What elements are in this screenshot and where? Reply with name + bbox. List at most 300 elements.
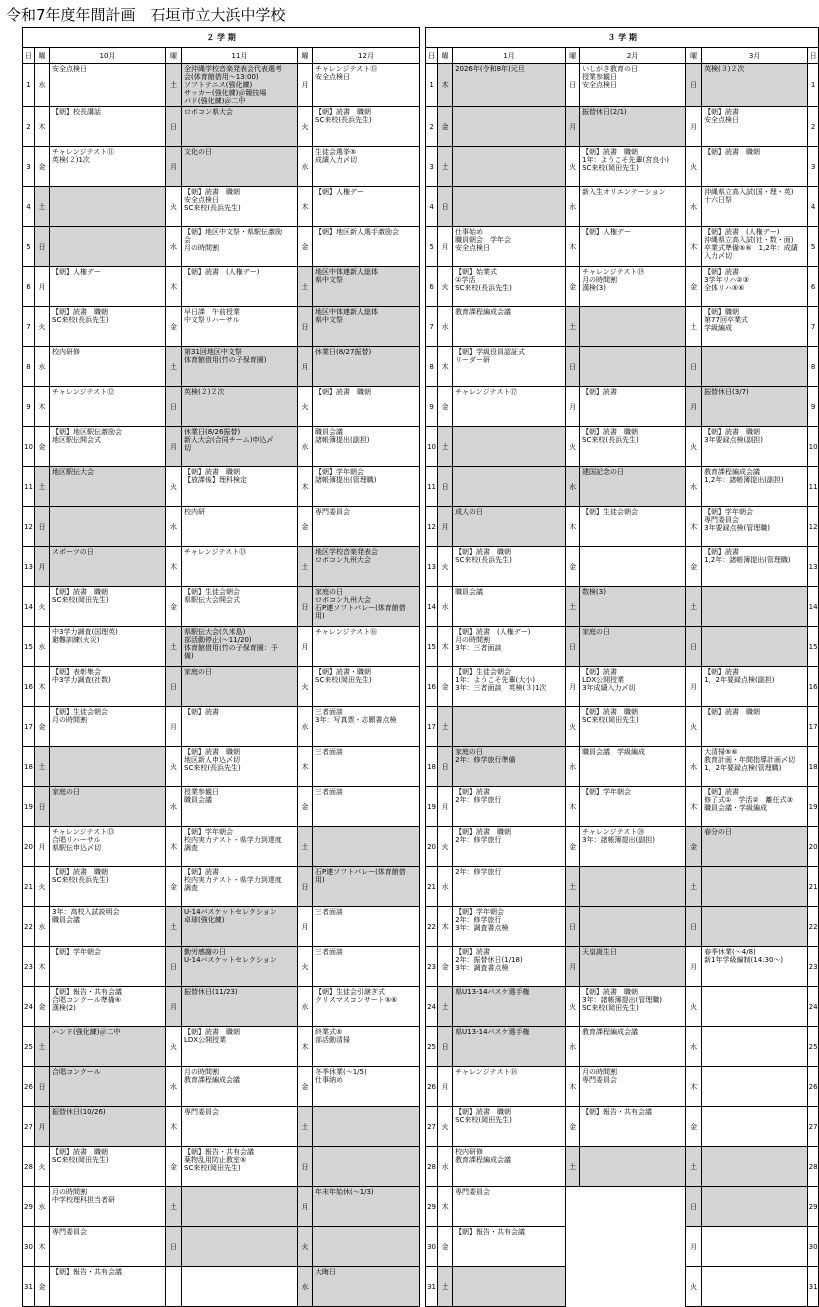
table-row — [23, 587, 819, 627]
event-line: 月の時間割 — [455, 636, 491, 644]
weekday-cell: 水 — [35, 64, 50, 107]
weekday-cell: 火 — [566, 147, 580, 187]
weekday-cell: 水 — [166, 507, 182, 547]
event-cell — [313, 1227, 420, 1267]
weekday-cell: 火 — [686, 987, 702, 1027]
weekday-cell: 月 — [566, 387, 580, 427]
event-cell — [182, 1147, 298, 1187]
day-number: 30 — [808, 1227, 819, 1267]
event-cell — [453, 547, 566, 587]
event-cell — [182, 667, 298, 707]
weekday-cell: 月 — [686, 387, 702, 427]
weekday-cell: 日 — [686, 347, 702, 387]
event-line: 家庭の日 — [582, 628, 611, 636]
event-line: 年末年始休(～1/3) — [315, 1188, 374, 1196]
event-line: 3年：調査書点検 — [455, 924, 509, 932]
weekday-cell: 木 — [298, 187, 313, 227]
event-line: チャレンジテスト⑲ — [582, 268, 645, 276]
event-cell — [313, 667, 420, 707]
event-cell — [702, 867, 808, 907]
event-line: 新入生オリエンテーション — [582, 188, 666, 196]
event-line: ①学活 — [455, 276, 476, 284]
day-number: 21 — [426, 867, 438, 907]
day-number: 29 — [23, 1187, 35, 1227]
weekday-cell: 日 — [298, 587, 313, 627]
day-number: 17 — [426, 707, 438, 747]
event-line: 専門委員会 — [52, 1228, 87, 1236]
event-line: 振替休日(10/26) — [52, 1108, 106, 1116]
weekday-cell: 金 — [166, 867, 182, 907]
event-line: 2年：修学旅行準備 — [455, 756, 516, 764]
event-cell — [313, 347, 420, 387]
weekday-cell: 木 — [566, 1067, 580, 1107]
blank-cell — [566, 1187, 686, 1307]
event-line: 合唱コンクール準備⑥ — [52, 996, 121, 1004]
event-cell — [313, 947, 420, 987]
day-number: 23 — [808, 947, 819, 987]
event-line: 教育課程編成会議 — [184, 1076, 240, 1084]
event-line: サッカー(強化練)＠競技場 — [184, 89, 267, 97]
event-line: 県中文祭 — [315, 316, 343, 324]
event-cell — [182, 1227, 298, 1267]
event-line: 生徒会選挙⑤ — [315, 148, 357, 156]
day-number: 6 — [23, 267, 35, 307]
event-cell — [50, 107, 166, 147]
event-cell — [453, 307, 566, 347]
event-line: 【朝】読書 職朝 — [582, 428, 639, 436]
event-line: 三者面談 — [315, 908, 343, 916]
day-number: 10 — [426, 427, 438, 467]
term-3-header: ３ 学 期 — [426, 28, 819, 48]
weekday-cell: 水 — [566, 467, 580, 507]
event-cell — [313, 107, 420, 147]
day-number: 7 — [426, 307, 438, 347]
weekday-cell: 木 — [686, 787, 702, 827]
weekday-cell: 金 — [686, 547, 702, 587]
event-cell — [50, 147, 166, 187]
table-row — [23, 1107, 819, 1147]
event-line: 県駅伝申込〆切 — [52, 844, 101, 852]
event-line: LDX公開授業 — [582, 676, 625, 684]
event-cell — [453, 187, 566, 227]
weekday-header: 曜 — [566, 48, 580, 64]
event-line: 職員会議 — [184, 796, 212, 804]
weekday-cell: 日 — [566, 627, 580, 667]
weekday-cell: 日 — [686, 907, 702, 947]
table-row — [23, 1027, 819, 1067]
event-line: 文化の日 — [184, 148, 212, 156]
event-cell — [702, 507, 808, 547]
weekday-cell: 金 — [166, 307, 182, 347]
weekday-cell: 水 — [438, 867, 453, 907]
event-line: 【朝】読書・職朝 — [315, 668, 371, 676]
day-number: 13 — [426, 547, 438, 587]
event-line: 【朝】生徒会朝会 — [582, 508, 639, 516]
weekday-cell: 水 — [298, 707, 313, 747]
event-line: 2026年(令和8年)元旦 — [455, 65, 525, 73]
event-cell — [702, 1267, 808, 1307]
event-line: ロボコン九州大会 — [315, 596, 371, 604]
event-cell — [313, 64, 420, 107]
event-line: SC来校(岡田先生) — [52, 1156, 109, 1164]
event-line: 職員会議 — [455, 588, 484, 596]
day-number: 8 — [426, 347, 438, 387]
event-line: 県駅伝大会(久米島) — [184, 628, 246, 636]
event-line: 【朝】読書 職朝 — [184, 468, 240, 476]
day-number: 22 — [23, 907, 35, 947]
weekday-cell: 月 — [166, 427, 182, 467]
weekday-cell: 土 — [35, 1027, 50, 1067]
event-cell — [580, 547, 686, 587]
day-number: 7 — [23, 307, 35, 347]
weekday-cell: 土 — [438, 147, 453, 187]
day-number: 14 — [23, 587, 35, 627]
table-row — [23, 707, 819, 747]
event-cell — [182, 947, 298, 987]
weekday-cell: 木 — [438, 347, 453, 387]
event-cell — [580, 707, 686, 747]
event-cell — [50, 1107, 166, 1147]
weekday-cell: 水 — [686, 1027, 702, 1067]
event-line: 3年：三者面談 英検(３)1次 — [455, 684, 547, 692]
table-row — [23, 547, 819, 587]
weekday-cell: 火 — [686, 147, 702, 187]
event-line: SC来校(岡田先生) — [315, 676, 372, 684]
weekday-cell: 日 — [566, 64, 580, 107]
weekday-cell: 金 — [566, 547, 580, 587]
event-line: 3学年リハ②③ — [704, 276, 749, 284]
weekday-cell: 月 — [298, 907, 313, 947]
event-cell — [580, 867, 686, 907]
event-line: 【朝】読書 職朝 — [184, 188, 240, 196]
event-line: 校内実力テスト・県学力到達度 — [184, 836, 282, 844]
event-line: 県U13-14バスケ選手権 — [455, 1028, 530, 1036]
event-cell — [313, 867, 420, 907]
event-line: 切 — [184, 444, 191, 452]
event-cell — [50, 587, 166, 627]
event-line: 1年：ようこそ先輩(大小) — [455, 676, 535, 684]
event-cell — [182, 1027, 298, 1067]
event-line: 安全点検日 — [704, 116, 740, 124]
weekday-cell: 日 — [35, 507, 50, 547]
event-line: 振替休日(11/23) — [184, 988, 238, 996]
weekday-cell — [166, 1267, 182, 1307]
weekday-cell: 金 — [686, 267, 702, 307]
day-number: 29 — [808, 1187, 819, 1227]
weekday-cell: 水 — [438, 1147, 453, 1187]
day-number: 27 — [808, 1107, 819, 1147]
event-cell — [580, 387, 686, 427]
weekday-cell: 火 — [166, 467, 182, 507]
day-number: 4 — [808, 187, 819, 227]
event-cell — [453, 267, 566, 307]
day-number: 20 — [808, 827, 819, 867]
event-cell — [702, 987, 808, 1027]
event-line: チャレンジテスト⑪ — [52, 148, 115, 156]
event-line: 月の時間割 — [52, 716, 87, 724]
weekday-cell: 木 — [35, 1227, 50, 1267]
event-line: LDX公開授業 — [184, 1036, 227, 1044]
event-line: 3年：写真票・志願書点検 — [315, 716, 397, 724]
event-cell — [580, 1027, 686, 1067]
event-cell — [702, 187, 808, 227]
event-line: SC来校(長浜先生) — [184, 204, 241, 212]
weekday-cell: 土 — [438, 427, 453, 467]
event-line: 学級編成 — [704, 324, 733, 332]
weekday-cell: 金 — [298, 507, 313, 547]
event-line: 2年：修学旅行 — [455, 836, 502, 844]
event-line: スポーツの日 — [52, 548, 94, 556]
month-header: 3月 — [702, 48, 808, 64]
weekday-cell: 金 — [35, 987, 50, 1027]
weekday-cell: 月 — [438, 227, 453, 267]
weekday-cell: 日 — [438, 1027, 453, 1067]
event-line: SC来校(岡田先生) — [582, 716, 639, 724]
weekday-cell: 日 — [686, 1187, 702, 1227]
event-cell — [182, 867, 298, 907]
event-cell — [182, 227, 298, 267]
event-line: 沖縄県立高入試(社・数・面) — [704, 236, 794, 244]
event-line: 【朝】報告・共有会議 — [184, 1148, 254, 1156]
event-line: 漢検(2) — [52, 1004, 76, 1012]
event-line: 【朝】報告・共有会議 — [52, 1268, 122, 1276]
month-header: 12月 — [313, 48, 420, 64]
weekday-cell: 日 — [438, 747, 453, 787]
annual-plan-table — [22, 27, 819, 1307]
event-cell — [313, 227, 420, 267]
event-line: 【朝】読書 職朝 — [455, 828, 512, 836]
event-line: 【朝】読書 — [704, 788, 740, 796]
event-line: 合唱リハーサル — [52, 836, 101, 844]
weekday-cell: 水 — [686, 747, 702, 787]
weekday-cell: 土 — [298, 827, 313, 867]
weekday-cell: 月 — [298, 64, 313, 107]
event-line: 【朝】地区駅伝激励会 — [52, 428, 122, 436]
event-cell — [182, 387, 298, 427]
event-line: SC来校(長浜先生) — [52, 316, 109, 324]
table-row — [23, 1187, 819, 1227]
table-row — [23, 667, 819, 707]
event-line: 英検(３)２次 — [704, 65, 745, 73]
weekday-cell: 金 — [438, 947, 453, 987]
event-cell — [453, 147, 566, 187]
event-line: SC来校(長浜先生) — [315, 116, 372, 124]
event-line: 【朝】読書 — [184, 868, 219, 876]
event-cell — [702, 667, 808, 707]
event-cell — [580, 147, 686, 187]
event-cell — [182, 547, 298, 587]
day-number: 18 — [23, 747, 35, 787]
weekday-cell: 火 — [686, 1267, 702, 1307]
table-row — [23, 867, 819, 907]
event-line: 三者面談 — [315, 708, 343, 716]
weekday-cell: 火 — [438, 547, 453, 587]
event-cell — [313, 1067, 420, 1107]
event-cell — [453, 227, 566, 267]
day-number: 4 — [426, 187, 438, 227]
event-line: 地区学校音楽発表会 — [315, 548, 378, 556]
event-cell — [313, 747, 420, 787]
weekday-cell: 金 — [686, 1107, 702, 1147]
event-line: 県U13-14バスケ選手権 — [455, 988, 530, 996]
weekday-cell: 日 — [35, 787, 50, 827]
day-number: 20 — [23, 827, 35, 867]
event-line: 【朝】表彰集会 — [52, 668, 101, 676]
event-line: 県駅伝大会開会式 — [184, 596, 240, 604]
month-header: 11月 — [182, 48, 298, 64]
day-number: 30 — [23, 1227, 35, 1267]
day-number: 28 — [23, 1147, 35, 1187]
event-cell — [702, 64, 808, 107]
weekday-cell: 金 — [35, 707, 50, 747]
weekday-cell: 月 — [298, 347, 313, 387]
event-line: 【朝】読書 職朝 — [52, 588, 108, 596]
day-header: 日 — [808, 48, 819, 64]
event-cell — [182, 147, 298, 187]
event-line: 【朝】人権デー — [315, 188, 364, 196]
day-number: 3 — [808, 147, 819, 187]
day-number: 11 — [808, 467, 819, 507]
event-line: 会(体育館借用～13:00) — [184, 73, 259, 81]
event-cell — [702, 1107, 808, 1147]
event-cell — [182, 627, 298, 667]
day-number: 14 — [426, 587, 438, 627]
event-line: 校内研 — [184, 508, 205, 516]
event-cell — [580, 467, 686, 507]
weekday-cell: 日 — [686, 627, 702, 667]
weekday-cell: 水 — [298, 1267, 313, 1307]
weekday-cell: 土 — [166, 907, 182, 947]
event-line: 県中文祭 — [315, 276, 343, 284]
event-cell — [313, 827, 420, 867]
event-cell — [453, 467, 566, 507]
page-title: 令和7年度年間計画 石垣市立大浜中学校 — [6, 6, 286, 24]
event-cell — [182, 787, 298, 827]
weekday-cell: 水 — [35, 347, 50, 387]
weekday-cell: 金 — [438, 107, 453, 147]
event-line: 3年：諸帳簿提出(管理職) — [582, 996, 662, 1004]
event-cell — [313, 387, 420, 427]
event-line: 【朝】読書 — [455, 788, 491, 796]
event-line: 修了式① 学活② 離任式③ — [704, 796, 793, 804]
event-line: SC来校(岡田先生) — [455, 1116, 512, 1124]
weekday-cell: 火 — [438, 827, 453, 867]
event-line: クリスマスコンサート⑤⑥ — [315, 996, 398, 1004]
event-line: 卓球(強化練) — [184, 916, 225, 924]
weekday-cell: 土 — [566, 1147, 580, 1187]
weekday-cell: 月 — [35, 267, 50, 307]
event-cell — [182, 64, 298, 107]
weekday-cell: 水 — [35, 1187, 50, 1227]
event-line: 職員会議・学級編成 — [704, 804, 768, 812]
event-line: 専門委員会 — [582, 1076, 618, 1084]
table-row — [23, 107, 819, 147]
event-cell — [313, 507, 420, 547]
weekday-cell: 火 — [35, 867, 50, 907]
event-line: 3年：諸帳簿提出(副担) — [582, 836, 655, 844]
event-line: 教育課程編成会議 — [582, 1028, 639, 1036]
event-line: 1，2年要録点検(管理職) — [704, 764, 782, 772]
event-line: いしがき教育の日 — [582, 65, 639, 73]
event-cell — [580, 107, 686, 147]
month-header: 1月 — [453, 48, 566, 64]
weekday-cell: 日 — [166, 1227, 182, 1267]
event-line: 石P連ソフトバレー(体育館借 — [315, 604, 406, 612]
event-cell — [453, 1187, 566, 1227]
day-number: 25 — [808, 1027, 819, 1067]
day-number: 24 — [426, 987, 438, 1027]
weekday-cell: 木 — [166, 267, 182, 307]
weekday-cell: 水 — [566, 187, 580, 227]
event-line: 職員会議 — [52, 916, 80, 924]
day-number: 28 — [426, 1147, 438, 1187]
event-line: SC来校(岡田先生) — [52, 596, 109, 604]
event-cell — [182, 747, 298, 787]
event-cell — [50, 64, 166, 107]
event-cell — [702, 1147, 808, 1187]
event-cell — [702, 907, 808, 947]
event-cell — [50, 707, 166, 747]
event-line: 沖縄県立高入試(国・理・英) — [704, 188, 794, 196]
event-cell — [313, 907, 420, 947]
event-line: 【朝】読書 — [704, 548, 740, 556]
event-line: SC来校(長浜先生) — [455, 284, 512, 292]
weekday-cell: 日 — [686, 64, 702, 107]
event-line: 【朝】地区中文祭・県駅伝激励 — [184, 228, 282, 236]
event-cell — [313, 467, 420, 507]
event-cell — [313, 267, 420, 307]
event-cell — [50, 827, 166, 867]
event-line: 体育館借用(竹の子保育園) — [184, 356, 267, 364]
day-number: 21 — [23, 867, 35, 907]
event-line: 【朝】読書 — [704, 268, 740, 276]
weekday-cell: 水 — [298, 427, 313, 467]
event-cell — [50, 267, 166, 307]
day-number: 23 — [426, 947, 438, 987]
event-line: 1,2年：諸帳簿提出(管理職) — [704, 556, 791, 564]
event-line: 英検(２)1次 — [52, 156, 90, 164]
day-number: 17 — [808, 707, 819, 747]
event-line: 成績入力〆切 — [315, 156, 357, 164]
month-header: 2月 — [580, 48, 686, 64]
weekday-cell: 火 — [298, 387, 313, 427]
day-number: 11 — [426, 467, 438, 507]
event-cell — [580, 227, 686, 267]
event-line: 【朝】読書 (人権デー) — [184, 268, 260, 276]
weekday-cell: 土 — [566, 587, 580, 627]
event-line: 家庭の日 — [52, 788, 80, 796]
weekday-cell: 火 — [566, 987, 580, 1027]
event-line: リーダー研 — [455, 356, 491, 364]
table-row — [23, 1267, 819, 1307]
day-number: 12 — [808, 507, 819, 547]
event-cell — [702, 587, 808, 627]
weekday-cell: 月 — [438, 1067, 453, 1107]
weekday-cell: 土 — [35, 747, 50, 787]
event-line: 【朝】読書 — [582, 388, 618, 396]
event-cell — [580, 787, 686, 827]
weekday-cell: 土 — [166, 347, 182, 387]
event-cell — [702, 347, 808, 387]
weekday-cell: 火 — [566, 707, 580, 747]
event-cell — [50, 1267, 166, 1307]
day-number: 18 — [426, 747, 438, 787]
table-row — [23, 747, 819, 787]
event-line: 安全点検日 — [582, 81, 618, 89]
event-cell — [50, 227, 166, 267]
day-number: 18 — [808, 747, 819, 787]
event-line: 新1年学級編制(14:30～) — [704, 956, 784, 964]
